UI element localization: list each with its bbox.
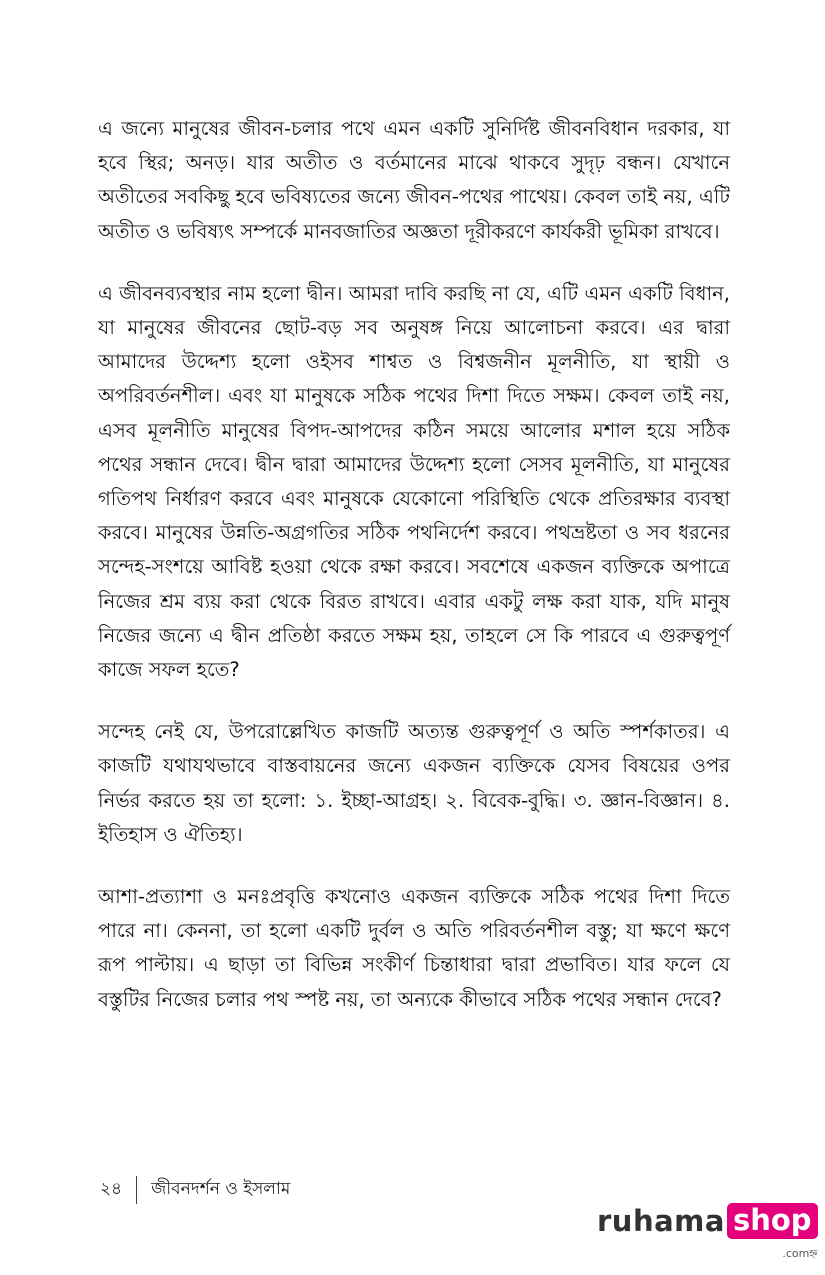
logo-shop-box [727, 1203, 818, 1260]
page-number: ২৪ [100, 1179, 123, 1199]
paragraph-1: এ জন্যে মানুষের জীবন-চলার পথে এমন একটি সুনির্দিষ্ট জীবনবিধান দরকার, যা হবে স্থির; অনড়। যার অতীত ও বর্তমানের মাঝে থাকবে সুদৃঢ় বন্ধন। যেখানে অতীতের সবকিছু হবে ভবিষ্যতের জন্যে জীবন-পথের পাথেয়। কেবল তাই নয়, এটি অতীত ও ভবিষ্যৎ সম্পর্কে মানবজাতির অজ্ঞতা দূরীকরণে কার্যকরী ভূমিকা রাখবে। [98, 117, 730, 243]
logo-word: ruhama [597, 1204, 725, 1238]
logo-sub-text: .comহ্ন [782, 1247, 818, 1260]
book-title: জীবনদর্শন ও ইসলাম [151, 1179, 291, 1199]
body-text [98, 112, 730, 1045]
page-footer [100, 1176, 290, 1204]
footer-divider [136, 1176, 137, 1204]
paragraph-2: এ জীবনব্যবস্থার নাম হলো দ্বীন। আমরা দাবি করছি না যে, এটি এমন একটি বিধান, যা মানুষের জীবনের ছোট-বড় সব অনুষঙ্গ নিয়ে আলোচনা করবে। এর দ্বারা আমাদের উদ্দেশ্য হলো ওইসব শাশ্বত ও বিশ্বজনীন মূলনীতি, যা স্থায়ী ও অপরিবর্তনশীল। এবং যা মানুষকে সঠিক পথের দিশা দিতে সক্ষম। কেবল তাই নয়, এসব মূলনীতি মানুষের বিপদ-আপদের কঠিন সময়ে আলোর মশাল হয়ে সঠিক পথের সন্ধান দেবে। দ্বীন দ্বারা আমাদের উদ্দেশ্য হলো সেসব মূলনীতি, যা মানুষের গতিপথ নির্ধারণ করবে এবং মানুষকে যেকোনো পরিস্থিতি থেকে প্রতিরক্ষার ব্যবস্থা করবে। মানুষের উন্নতি-অগ্রগতির সঠিক পথনির্দেশ করবে। পথভ্রষ্টতা ও সব ধরনের সন্দেহ-সংশয়ে আবিষ্ট হওয়া থেকে রক্ষা করবে। সবশেষে একজন ব্যক্তিকে অপাত্রে নিজের শ্রম ব্যয় করা থেকে বিরত রাখবে। এবার একটু লক্ষ করা যাক, যদি মানুষ নিজের জন্যে এ দ্বীন প্রতিষ্ঠা করতে সক্ষম হয়, তাহলে সে কি পারবে এ গুরুত্বপূর্ণ কাজে সফল হতে? [98, 281, 730, 682]
ruhamashop-logo [597, 1203, 818, 1260]
logo-shop-text: shop [732, 1203, 812, 1237]
paragraph-3: সন্দেহ নেই যে, উপরোল্লেখিত কাজটি অত্যন্ত গুরুত্বপূর্ণ ও অতি স্পর্শকাতর। এ কাজটি যথাযথভাবে বাস্তবায়নের জন্যে একজন ব্যক্তিকে যেসব বিষয়ের ওপর নির্ভর করতে হয় তা হলো: ১. ইচ্ছা-আগ্রহ। ২. বিবেক-বুদ্ধি। ৩. জ্ঞান-বিজ্ঞান। ৪. ইতিহাস ও ঐতিহ্য। [98, 720, 730, 846]
paragraph-4: আশা-প্রত্যাশা ও মনঃপ্রবৃত্তি কখনোও একজন ব্যক্তিকে সঠিক পথের দিশা দিতে পারে না। কেননা, তা হলো একটি দুর্বল ও অতি পরিবর্তনশীল বস্তু; যা ক্ষণে ক্ষণে রূপ পাল্টায়। এ ছাড়া তা বিভিন্ন সংকীর্ণ চিন্তাধারা দ্বারা প্রভাবিত। যার ফলে যে বস্তুটির নিজের চলার পথ স্পষ্ট নয়, তা অন্যকে কীভাবে সঠিক পথের সন্ধান দেবে? [98, 885, 730, 1011]
